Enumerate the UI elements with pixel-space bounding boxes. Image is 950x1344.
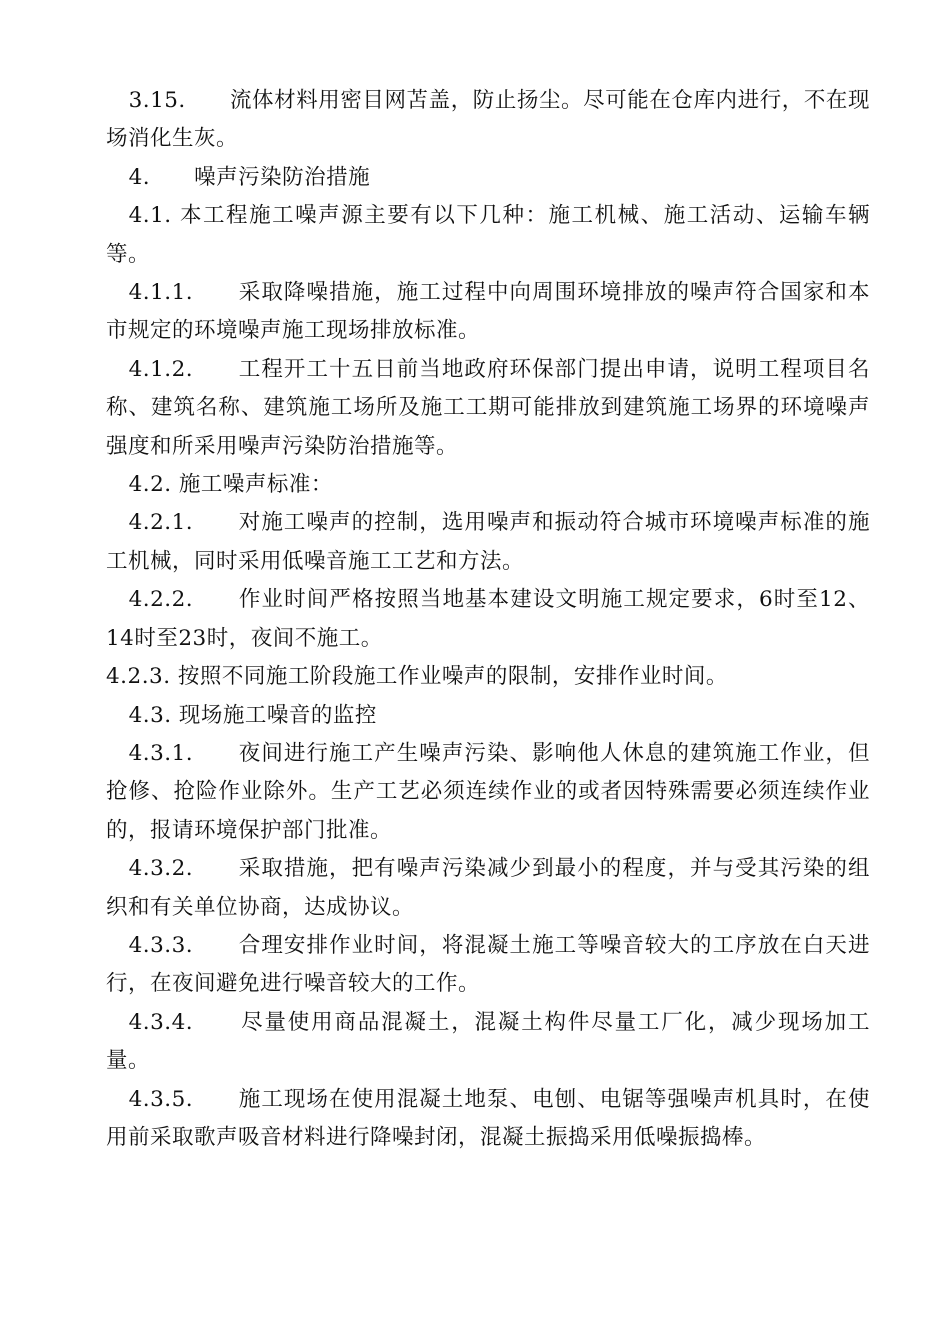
paragraph-4-3-3: 4.3.3. 合理安排作业时间，将混凝土施工等噪音较大的工序放在白天进行，在夜间避免进行噪音较大的工作。 [106,932,870,997]
paragraph-4-1: 4.1. 本工程施工噪声源主要有以下几种：施工机械、施工活动、运输车辆等。 [106,203,870,267]
paragraph-4-3-5: 4.3.5. 施工现场在使用混凝土地泵、电刨、电锯等强噪声机具时，在使用前采取歌声吸音材料进行降噪封闭，混凝土振捣采用低噪振捣棒。 [106,1086,870,1150]
paragraph-4-3-1: 4.3.1. 夜间进行施工产生噪声污染、影响他人休息的建筑施工作业，但抢修、抢险作业除外。生产工艺必须连续作业的或者因特殊需要必须连续作业的，报请环境保护部门批准。 [106,740,870,843]
document-page [106,82,870,1157]
paragraph-4-2: 4.2. 施工噪声标准： [128,472,333,498]
paragraph-4-3-4: 4.3.4. 尽量使用商品混凝土，混凝土构件尽量工厂化，减少现场加工量。 [106,1009,870,1074]
paragraph-4-2-2: 4.2.2. 作业时间严格按照当地基本建设文明施工规定要求，6时至12、14时至23时，夜间不施工。 [106,587,870,651]
paragraph-4-1-2: 4.1.2. 工程开工十五日前当地政府环保部门提出申请，说明工程项目名称、建筑名称、建筑施工场所及施工工期可能排放到建筑施工场界的环境噪声强度和所采用噪声污染防治措施等。 [106,356,870,459]
heading-noise-pollution: 4. 噪声污染防治措施 [128,164,371,190]
paragraph-4-3: 4.3. 现场施工噪音的监控 [128,702,377,728]
paragraph-4-2-3: 4.2.3. 按照不同施工阶段施工作业噪声的限制，安排作业时间。 [106,664,728,690]
paragraph-3-15: 3.15. 流体材料用密目网苫盖，防止扬尘。尽可能在仓库内进行，不在现场消化生灰。 [106,88,870,152]
paragraph-4-1-1: 4.1.1. 采取降噪措施，施工过程中向周围环境排放的噪声符合国家和本市规定的环境噪声施工现场排放标准。 [106,280,870,344]
paragraph-4-3-2: 4.3.2. 采取措施，把有噪声污染减少到最小的程度，并与受其污染的组织和有关单位协商，达成协议。 [106,856,870,920]
paragraph-4-2-1: 4.2.1. 对施工噪声的控制，选用噪声和振动符合城市环境噪声标准的施工机械，同时采用低噪音施工工艺和方法。 [106,510,870,574]
